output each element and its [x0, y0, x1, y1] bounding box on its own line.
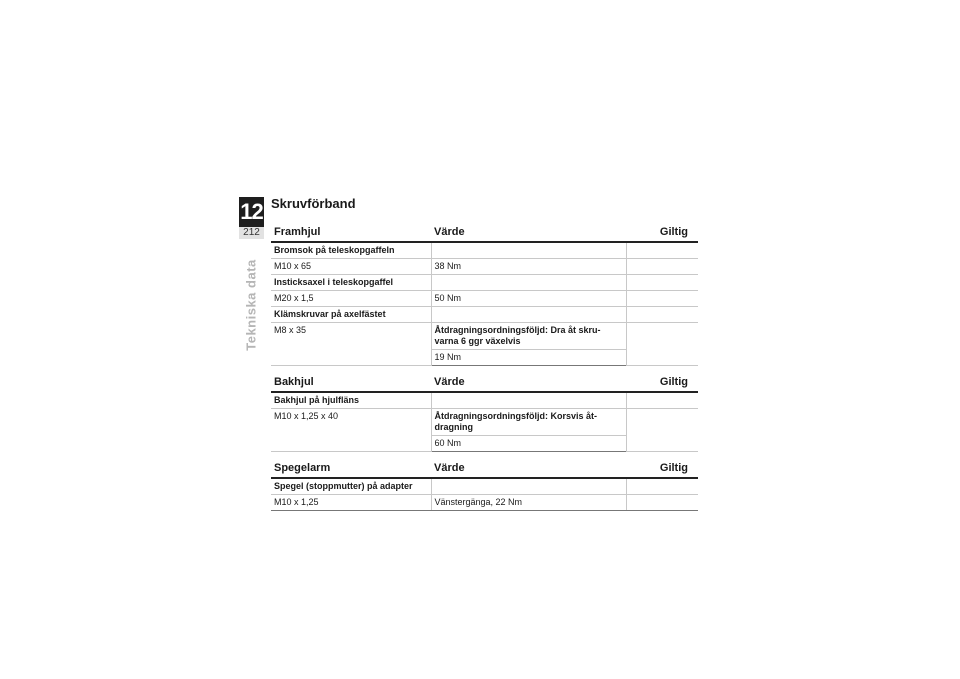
row-label: M10 x 1,25 [271, 495, 431, 511]
table-row [271, 392, 698, 409]
row-label: Spegel (stoppmutter) på adapter [271, 478, 431, 495]
row-label: Klämskruvar på axelfästet [271, 307, 431, 323]
torque-table [271, 216, 698, 511]
row-value: Vänstergänga, 22 Nm [431, 495, 626, 511]
content [271, 196, 698, 511]
row-label: M10 x 1,25 x 40 [271, 409, 431, 452]
table-row [271, 323, 698, 350]
table-row [271, 495, 698, 511]
table-row [271, 275, 698, 291]
row-label: Insticksaxel i teleskopgaffel [271, 275, 431, 291]
header-value: Värde [431, 216, 626, 242]
page-title: Skruvförband [271, 196, 356, 211]
row-label: M20 x 1,5 [271, 291, 431, 307]
header-value: Värde [431, 452, 626, 479]
row-label: Bakhjul på hjulfläns [271, 392, 431, 409]
row-value: 50 Nm [431, 291, 626, 307]
header-part: Framhjul [271, 216, 431, 242]
row-label: M8 x 35 [271, 323, 431, 366]
header-valid: Giltig [626, 452, 698, 479]
row-value-note: Åtdragningsordningsföljd: Dra åt skru-varna 6 ggr växelvis [431, 323, 626, 350]
header-part: Bakhjul [271, 366, 431, 393]
row-value: 38 Nm [431, 259, 626, 275]
page-number: 212 [239, 227, 264, 239]
row-value: 19 Nm [431, 350, 626, 366]
table-row [271, 409, 698, 436]
table-row [271, 307, 698, 323]
section-header [271, 452, 698, 479]
header-valid: Giltig [626, 216, 698, 242]
table-row [271, 259, 698, 275]
table-row [271, 478, 698, 495]
section-header [271, 366, 698, 393]
row-label: M10 x 65 [271, 259, 431, 275]
row-value: 60 Nm [431, 436, 626, 452]
chapter-number: 12 [239, 197, 264, 227]
side-chapter-label: Tekniska data [243, 259, 259, 351]
header-valid: Giltig [626, 366, 698, 393]
header-part: Spegelarm [271, 452, 431, 479]
row-label: Bromsok på teleskopgaffeln [271, 242, 431, 259]
header-value: Värde [431, 366, 626, 393]
table-row [271, 291, 698, 307]
row-value-note: Åtdragningsordningsföljd: Korsvis åt-dragning [431, 409, 626, 436]
table-row [271, 242, 698, 259]
section-header [271, 216, 698, 242]
